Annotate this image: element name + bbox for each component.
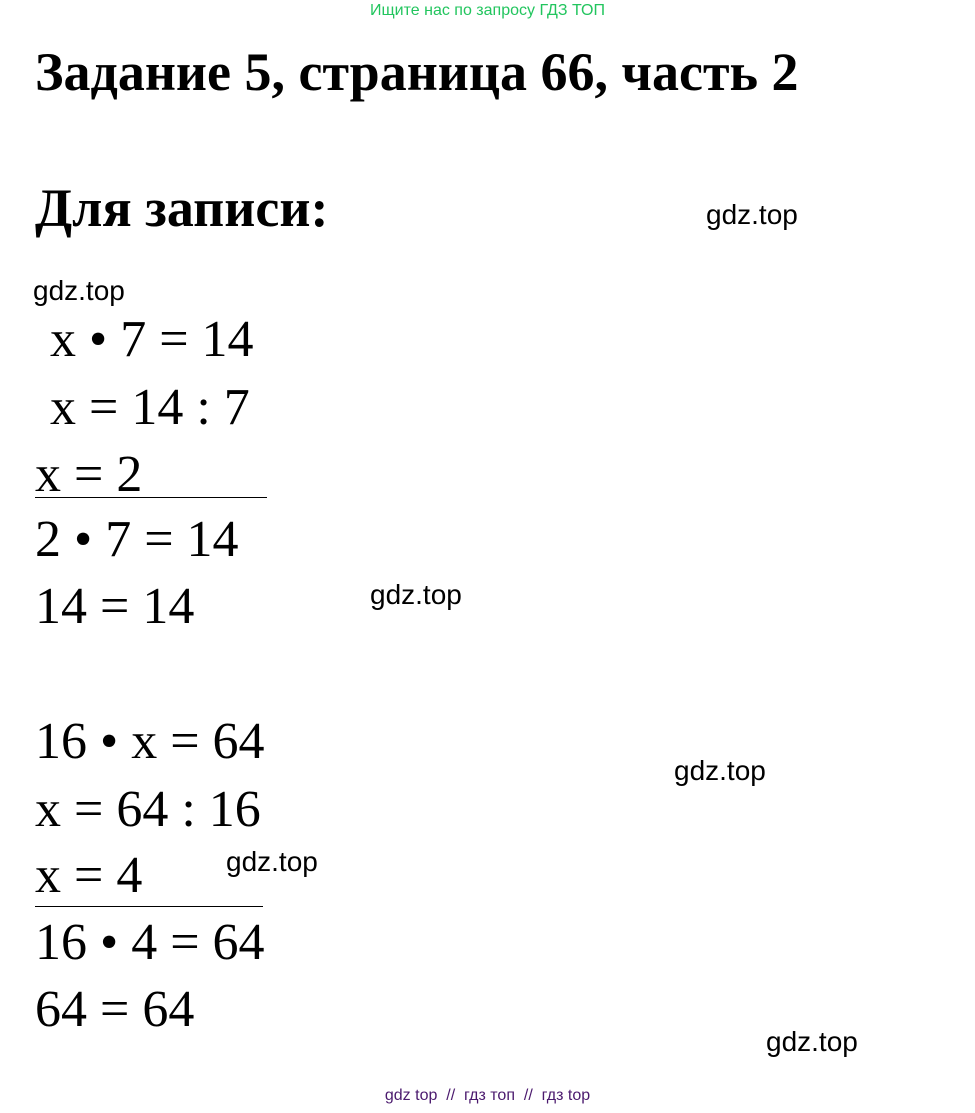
- search-hint-link[interactable]: Ищите нас по запросу ГДЗ ТОП: [370, 2, 605, 19]
- watermark: gdz.top: [674, 755, 766, 786]
- equation-2-result: 64 = 64: [35, 981, 195, 1038]
- section-label: Для записи:: [35, 178, 329, 238]
- equation-2-line-1: 16 • x = 64: [35, 713, 265, 770]
- equation-1-line-2: x = 14 : 7: [50, 379, 250, 436]
- check-divider: [35, 906, 263, 907]
- equation-2-check: 16 • 4 = 64: [35, 914, 265, 971]
- watermark: gdz.top: [33, 275, 125, 306]
- equation-1-result: 14 = 14: [35, 578, 195, 635]
- watermark: gdz.top: [226, 846, 318, 877]
- page-title: Задание 5, страница 66, часть 2: [35, 42, 799, 102]
- equation-1-answer: x = 2: [35, 446, 143, 503]
- watermark: gdz.top: [370, 579, 462, 610]
- footer-links[interactable]: gdz top // гдз топ // гдз top: [384, 1087, 591, 1104]
- check-divider: [35, 497, 267, 498]
- watermark: gdz.top: [766, 1026, 858, 1057]
- equation-1-check: 2 • 7 = 14: [35, 511, 239, 568]
- equation-1-line-1: x • 7 = 14: [50, 311, 254, 368]
- watermark: gdz.top: [706, 199, 798, 230]
- equation-2-line-2: x = 64 : 16: [35, 781, 261, 838]
- equation-2-answer: x = 4: [35, 847, 143, 904]
